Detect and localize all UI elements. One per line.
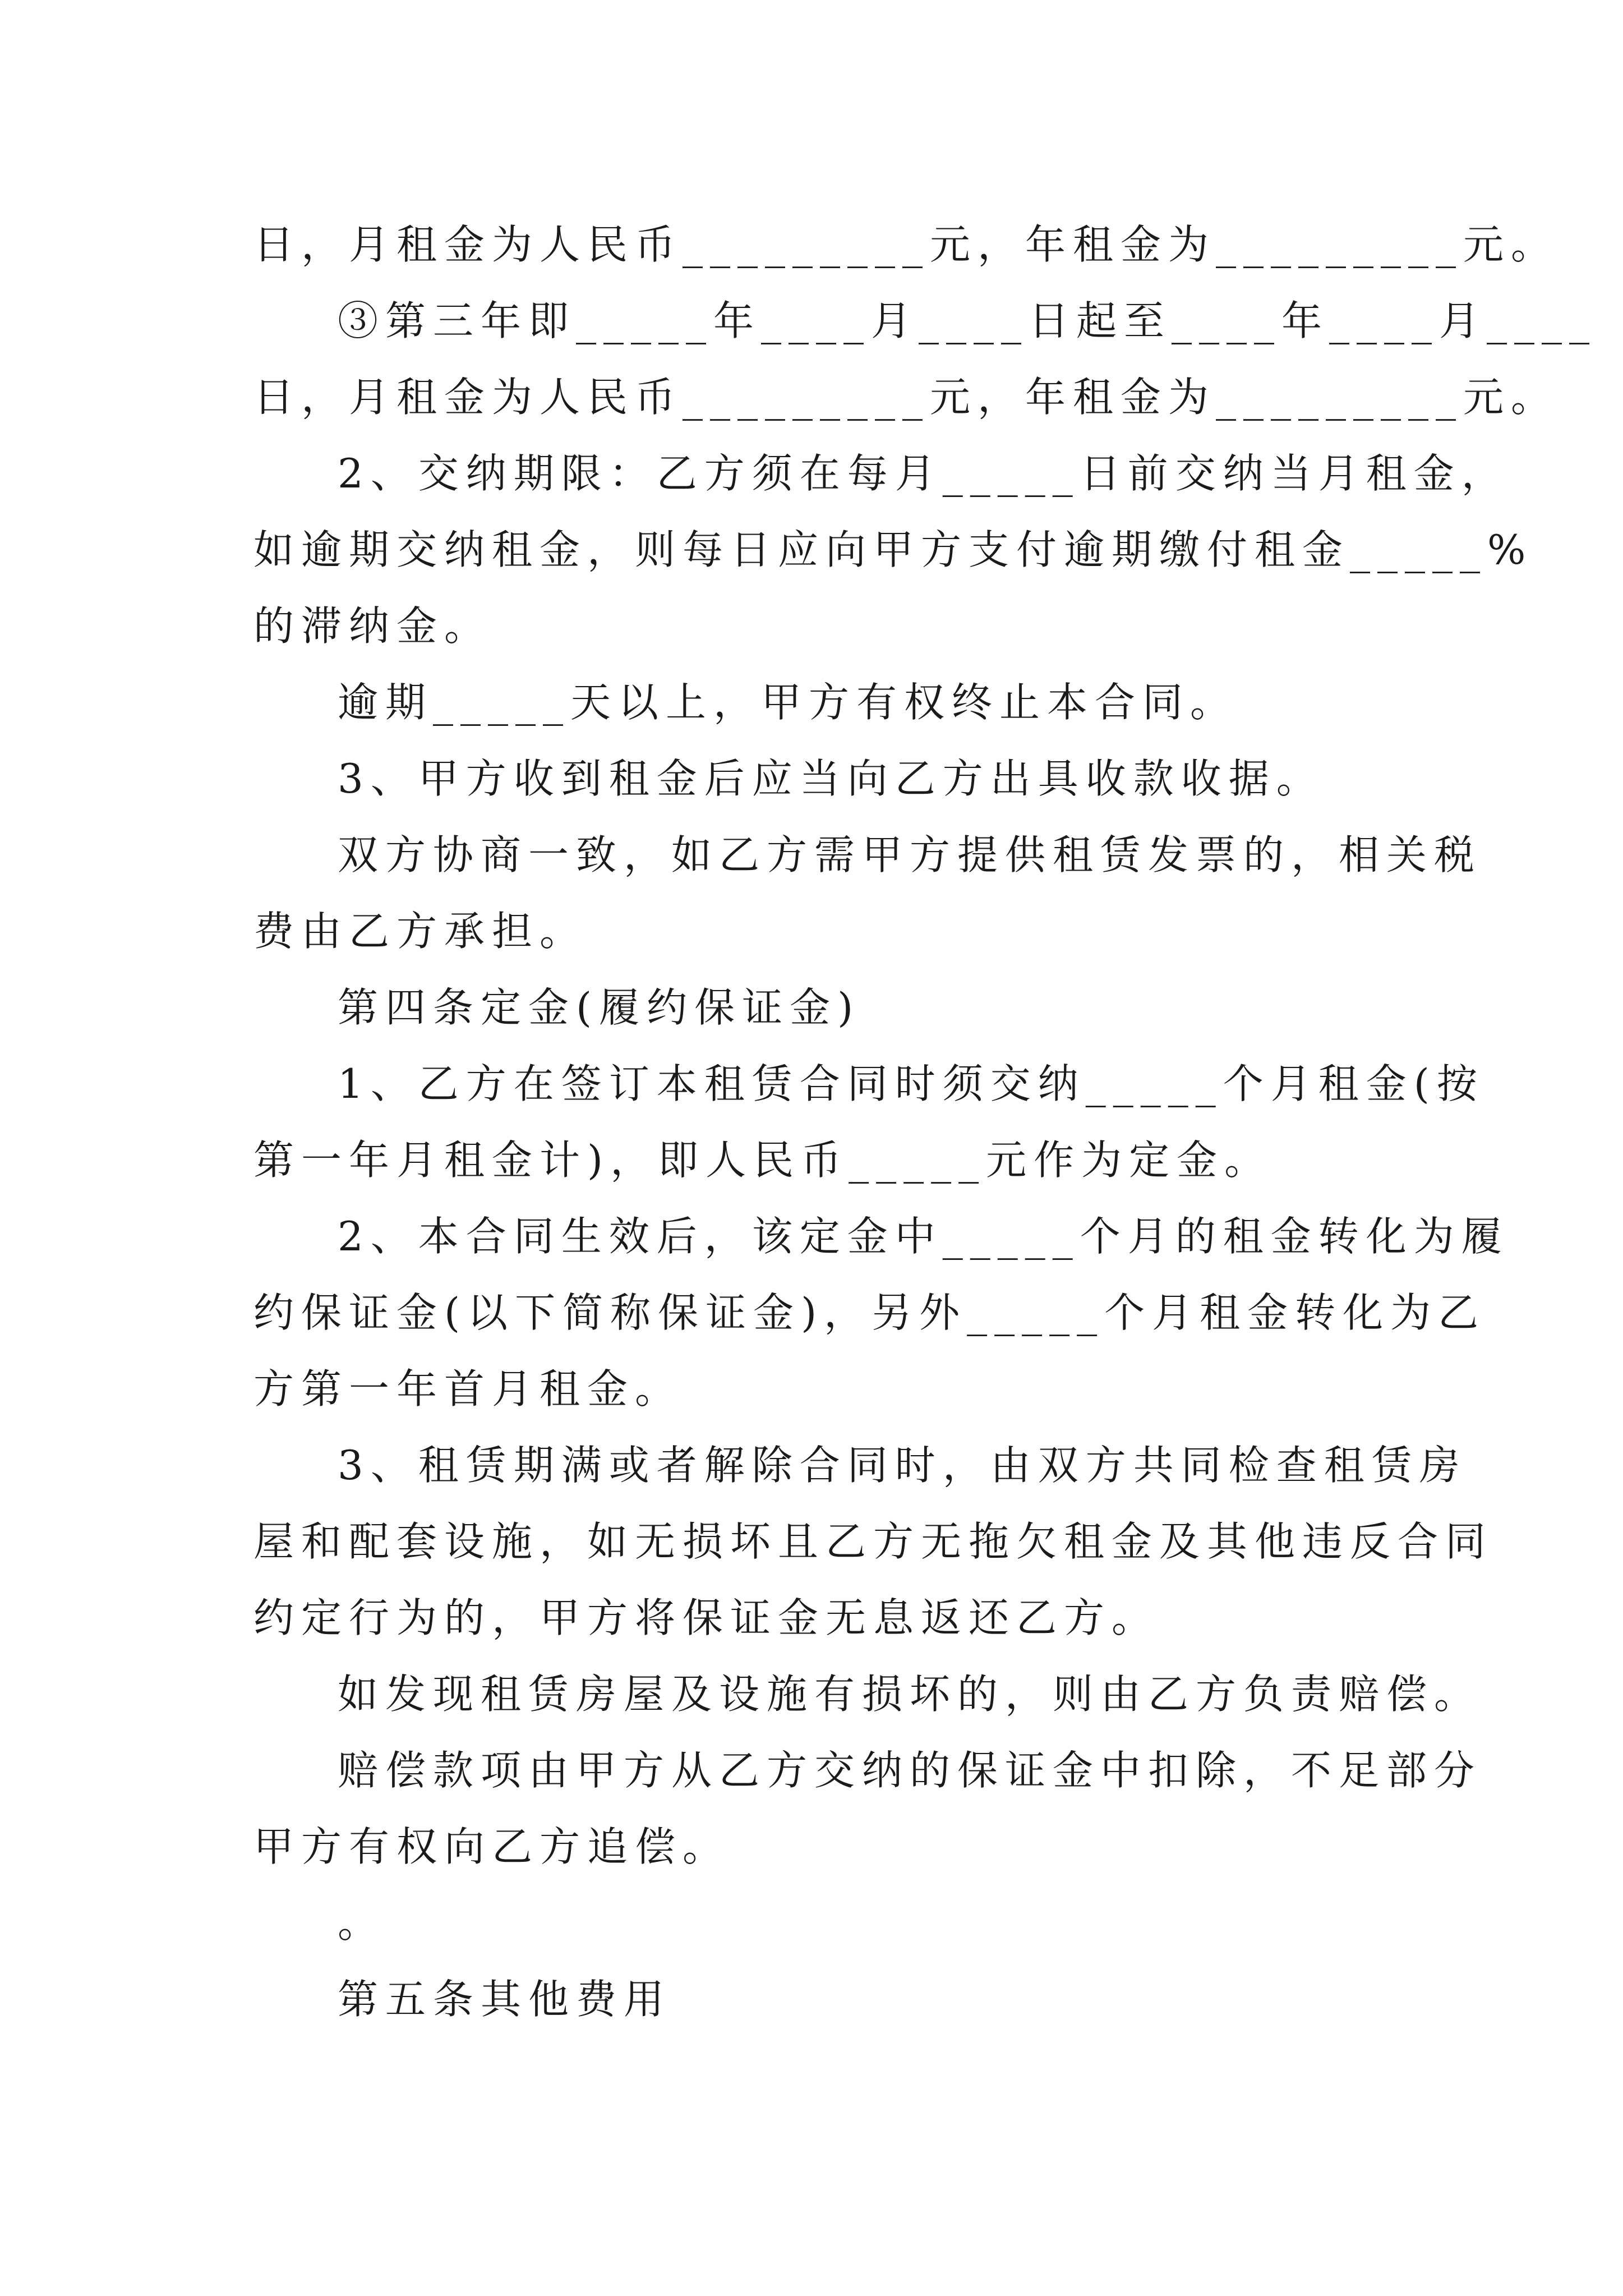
section-heading: 第四条定金(履约保证金) xyxy=(338,984,861,1031)
text-line: 如发现租赁房屋及设施有损坏的，则由乙方负责赔偿。 xyxy=(338,1671,1482,1718)
section-heading: 第五条其他费用 xyxy=(338,1976,672,2023)
text-line: 方第一年首月租金。 xyxy=(253,1365,683,1412)
text-line: ③第三年即_____年____月____日起至____年____月____ xyxy=(338,297,1597,344)
text-line: 甲方有权向乙方追偿。 xyxy=(253,1823,731,1870)
text-line: 3、租赁期满或者解除合同时，由双方共同检查租赁房 xyxy=(338,1442,1467,1489)
text-line: 屋和配套设施，如无损坏且乙方无拖欠租金及其他违反合同 xyxy=(253,1518,1493,1565)
text-line: 费由乙方承担。 xyxy=(253,908,588,955)
text-line: 第一年月租金计)，即人民币_____元作为定金。 xyxy=(253,1137,1272,1184)
text-line: 3、甲方收到租金后应当向乙方出具收款收据。 xyxy=(338,755,1324,802)
text-line: 1、乙方在签订本租赁合同时须交纳_____个月租金(按 xyxy=(338,1060,1484,1107)
text-line: 日，月租金为人民币_________元，年租金为_________元。 xyxy=(253,221,1559,268)
text-line: 日，月租金为人民币_________元，年租金为_________元。 xyxy=(253,374,1559,421)
text-line: 双方协商一致，如乙方需甲方提供租赁发票的，相关税 xyxy=(338,831,1482,878)
text-line: 如逾期交纳租金，则每日应向甲方支付逾期缴付租金_____% xyxy=(253,526,1533,573)
text-line: 赔偿款项由甲方从乙方交纳的保证金中扣除，不足部分 xyxy=(338,1747,1482,1794)
text-line: 约保证金(以下简称保证金)，另外_____个月租金转化为乙 xyxy=(253,1289,1486,1336)
text-line: 2、本合同生效后，该定金中_____个月的租金转化为履 xyxy=(338,1213,1509,1260)
text-line: 逾期_____天以上，甲方有权终止本合同。 xyxy=(338,679,1238,726)
text-line: 。 xyxy=(338,1899,386,1947)
text-line: 约定行为的，甲方将保证金无息返还乙方。 xyxy=(253,1594,1160,1641)
text-line: 的滞纳金。 xyxy=(253,602,492,650)
text-line: 2、交纳期限：乙方须在每月_____日前交纳当月租金， xyxy=(338,450,1509,497)
